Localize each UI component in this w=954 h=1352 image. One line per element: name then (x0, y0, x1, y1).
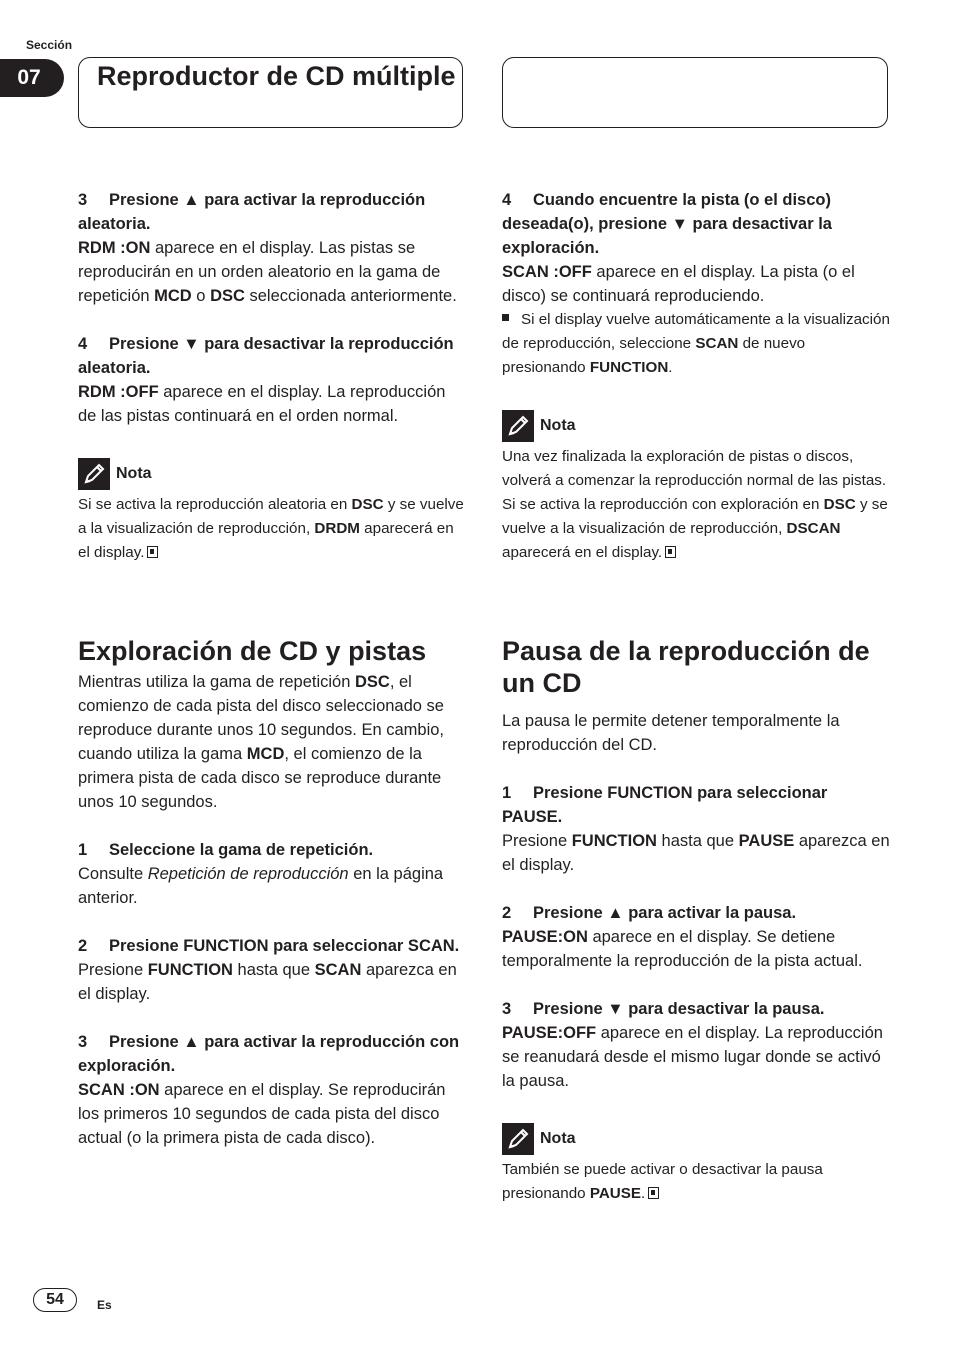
pencil-note-icon (78, 458, 110, 490)
pencil-note-icon (502, 1123, 534, 1155)
step-title: Presione FUNCTION para seleccionar PAUSE. (502, 784, 828, 826)
page-number: 54 (33, 1288, 77, 1312)
square-bullet-icon (502, 314, 509, 321)
step-title: Cuando encuentre la pista (o el disco) deseada(o), presione ▼ para desactivar la exploración. (502, 191, 832, 257)
section-heading: Pausa de la reproducción de un CD (502, 636, 870, 698)
step-title: Presione ▲ para activar la pausa. (533, 904, 797, 922)
step-body: PAUSE:OFF aparece en el display. La reproducción se reanudará desde el mismo lugar donde se activó la pausa. (502, 1024, 883, 1090)
section-intro: La pausa le permite detener temporalmente la reproducción del CD. (502, 712, 840, 754)
note-header (78, 457, 468, 491)
note-body: Si se activa la reproducción con exploración en DSC y se vuelve a la visualización de reproducción, DSCAN aparecerá en el display. (502, 496, 888, 561)
step-heading (78, 934, 468, 958)
end-of-section-icon (665, 546, 676, 558)
step-number: 3 (78, 1033, 88, 1051)
step-body: RDM :ON aparece en el display. Las pistas se reproducirán en un orden aleatorio en la gama de repetición MCD o DSC seleccionada anteriormente. (78, 239, 457, 305)
step-number: 4 (502, 191, 512, 209)
step-heading (78, 1030, 468, 1078)
step-heading (502, 997, 892, 1021)
step-heading (502, 901, 892, 925)
end-of-section-icon (147, 546, 158, 558)
note-label: Nota (116, 465, 152, 482)
note-header (502, 409, 892, 443)
step-heading (502, 781, 892, 829)
note-body: Una vez finalizada la exploración de pistas o discos, volverá a comenzar la reproducción normal de las pistas. (502, 448, 887, 489)
right-column (502, 188, 892, 1206)
step-number: 2 (78, 937, 88, 955)
step-title: Presione ▼ para desactivar la pausa. (533, 1000, 825, 1018)
end-of-section-icon (648, 1187, 659, 1199)
step-body: Presione FUNCTION hasta que SCAN aparezca en el display. (78, 961, 457, 1003)
step-body: PAUSE:ON aparece en el display. Se detiene temporalmente la reproducción de la pista actual. (502, 928, 863, 970)
section-number-badge: 07 (0, 59, 64, 97)
step-title: Presione ▼ para desactivar la reproducción aleatoria. (78, 335, 454, 377)
header-empty-frame (502, 57, 888, 128)
step-number: 2 (502, 904, 512, 922)
note-header (502, 1122, 892, 1156)
step-number: 4 (78, 335, 88, 353)
language-code: Es (97, 1298, 112, 1312)
section-label: Sección (26, 38, 73, 52)
left-column (78, 188, 468, 1150)
bullet-item: Si el display vuelve automáticamente a la visualización de reproducción, seleccione SCAN de nuevo presionando FUNCTION. (502, 311, 890, 376)
note-label: Nota (540, 417, 576, 434)
step-heading (78, 838, 468, 862)
section-heading: Exploración de CD y pistas (78, 636, 427, 666)
note-body: También se puede activar o desactivar la pausa presionando PAUSE. (502, 1161, 823, 1202)
step-heading (78, 332, 468, 380)
section-intro: Mientras utiliza la gama de repetición DSC, el comienzo de cada pista del disco seleccionado se reproduce durante unos 10 segundos. En cambio, cuando utiliza la gama MCD, el comienzo de la primera pista de cada disco se reproduce durante unos 10 segundos. (78, 673, 444, 811)
step-title: Presione FUNCTION para seleccionar SCAN. (109, 937, 460, 955)
step-title: Presione ▲ para activar la reproducción aleatoria. (78, 191, 426, 233)
step-title: Presione ▲ para activar la reproducción con exploración. (78, 1033, 460, 1075)
note-label: Nota (540, 1130, 576, 1147)
step-body: RDM :OFF aparece en el display. La reproducción de las pistas continuará en el orden normal. (78, 383, 446, 425)
step-body: Consulte Repetición de reproducción en la página anterior. (78, 865, 444, 907)
step-body: SCAN :ON aparece en el display. Se reproducirán los primeros 10 segundos de cada pista del disco actual (o la primera pista de cada disco). (78, 1081, 446, 1147)
chapter-title: Reproductor de CD múltiple (97, 61, 456, 91)
step-number: 3 (78, 191, 88, 209)
step-number: 1 (78, 841, 88, 859)
step-body: Presione FUNCTION hasta que PAUSE aparezca en el display. (502, 832, 890, 874)
step-number: 1 (502, 784, 512, 802)
step-number: 3 (502, 1000, 512, 1018)
pencil-note-icon (502, 410, 534, 442)
step-body: SCAN :OFF aparece en el display. La pista (o el disco) se continuará reproduciendo. (502, 263, 855, 305)
step-heading (502, 188, 892, 260)
step-title: Seleccione la gama de repetición. (109, 841, 374, 859)
step-heading (78, 188, 468, 236)
note-body: Si se activa la reproducción aleatoria en DSC y se vuelve a la visualización de reproducción, DRDM aparecerá en el display. (78, 496, 464, 561)
